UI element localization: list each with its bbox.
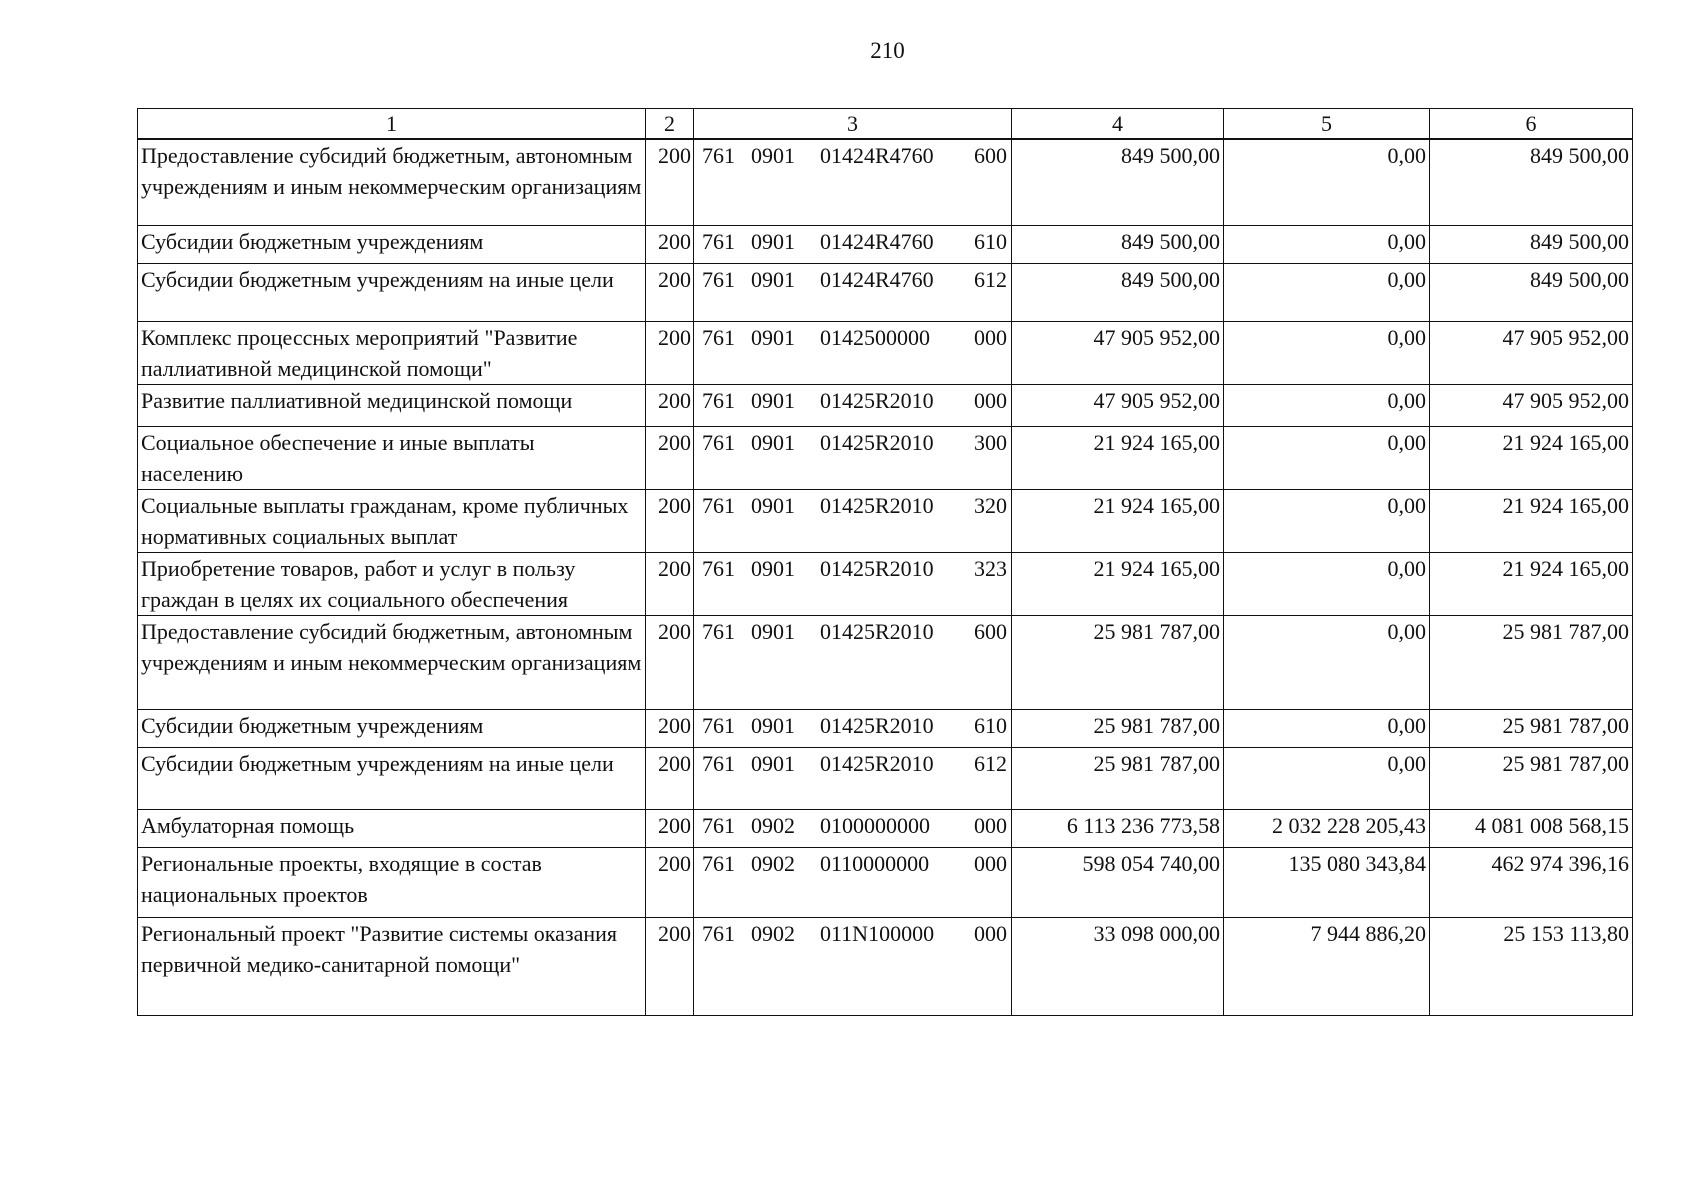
amount-col4: 21 924 165,00: [1012, 426, 1224, 489]
code-col2: 200: [646, 615, 694, 709]
amount-col6: 849 500,00: [1430, 263, 1633, 321]
item-name: Субсидии бюджетным учреждениям: [138, 225, 646, 263]
target-article-code: 0142500000: [820, 324, 930, 350]
header-cell: 4: [1012, 109, 1224, 140]
table-row: [138, 747, 1633, 809]
amount-col4: 25 981 787,00: [1012, 709, 1224, 747]
classification-codes: [694, 847, 1012, 917]
classification-codes: [694, 321, 1012, 384]
expense-type-code: 600: [974, 143, 1007, 168]
classification-codes: [694, 489, 1012, 552]
amount-col6: 47 905 952,00: [1430, 384, 1633, 426]
ved-code: 761: [702, 555, 735, 581]
section-code: 0901: [751, 429, 795, 455]
header-cell: 5: [1224, 109, 1430, 140]
header-cell: 1: [138, 109, 646, 140]
ved-code: 761: [702, 850, 735, 876]
amount-col6: 462 974 396,16: [1430, 847, 1633, 917]
code-col2: 200: [646, 426, 694, 489]
item-name: Приобретение товаров, работ и услуг в пользу граждан в целях их социального обеспечения: [138, 552, 646, 615]
code-col2: 200: [646, 384, 694, 426]
code-col2: 200: [646, 709, 694, 747]
amount-col4: 47 905 952,00: [1012, 384, 1224, 426]
expense-type-code: 300: [974, 429, 1007, 455]
amount-col6: 25 153 113,80: [1430, 917, 1633, 1015]
table-row: [138, 809, 1633, 847]
classification-codes: [694, 809, 1012, 847]
ved-code: 761: [702, 712, 735, 738]
code-col2: 200: [646, 809, 694, 847]
target-article-code: 01425R2010: [820, 750, 934, 776]
section-code: 0901: [751, 266, 795, 292]
amount-col5: 7 944 886,20: [1224, 917, 1430, 1015]
ved-code: 761: [702, 324, 735, 350]
ved-code: 761: [702, 387, 735, 413]
ved-code: 761: [702, 618, 735, 644]
target-article-code: 01425R2010: [820, 618, 934, 644]
amount-col5: 0,00: [1224, 489, 1430, 552]
amount-col5: 0,00: [1224, 426, 1430, 489]
expense-type-code: 000: [974, 850, 1007, 876]
amount-col6: 21 924 165,00: [1430, 426, 1633, 489]
expense-type-code: 000: [974, 324, 1007, 350]
code-col2: 200: [646, 847, 694, 917]
item-name: Субсидии бюджетным учреждениям на иные цели: [138, 747, 646, 809]
expense-type-code: 000: [974, 812, 1007, 838]
classification-codes: [694, 225, 1012, 263]
amount-col4: 849 500,00: [1012, 139, 1224, 225]
amount-col6: 25 981 787,00: [1430, 615, 1633, 709]
amount-col4: 33 098 000,00: [1012, 917, 1224, 1015]
target-article-code: 01424R4760: [820, 266, 934, 292]
table-row: [138, 321, 1633, 384]
item-name: Социальные выплаты гражданам, кроме публичных нормативных социальных выплат: [138, 489, 646, 552]
section-code: 0902: [751, 920, 795, 946]
amount-col4: 25 981 787,00: [1012, 747, 1224, 809]
header-cell: 6: [1430, 109, 1633, 140]
code-col2: 200: [646, 139, 694, 225]
table-row: [138, 709, 1633, 747]
section-code: 0901: [751, 324, 795, 350]
table-row: [138, 552, 1633, 615]
amount-col6: 25 981 787,00: [1430, 747, 1633, 809]
section-code: 0901: [751, 618, 795, 644]
ved-code: 761: [702, 228, 735, 254]
code-col2: 200: [646, 489, 694, 552]
amount-col5: 0,00: [1224, 615, 1430, 709]
section-code: 0901: [751, 228, 795, 254]
ved-code: 761: [702, 750, 735, 776]
amount-col6: 849 500,00: [1430, 139, 1633, 225]
classification-codes: [694, 709, 1012, 747]
header-cell: 3: [694, 109, 1012, 140]
amount-col6: 21 924 165,00: [1430, 552, 1633, 615]
code-col2: 200: [646, 917, 694, 1015]
table-row: [138, 615, 1633, 709]
table-row: [138, 263, 1633, 321]
section-code: 0901: [751, 143, 795, 168]
item-name: Предоставление субсидий бюджетным, автономным учреждениям и иным некоммерческим организациям: [138, 139, 646, 225]
classification-codes: [694, 552, 1012, 615]
table-row: [138, 384, 1633, 426]
amount-col6: 849 500,00: [1430, 225, 1633, 263]
section-code: 0901: [751, 712, 795, 738]
amount-col4: 849 500,00: [1012, 263, 1224, 321]
table-row: [138, 426, 1633, 489]
amount-col4: 47 905 952,00: [1012, 321, 1224, 384]
amount-col5: 0,00: [1224, 747, 1430, 809]
amount-col6: 25 981 787,00: [1430, 709, 1633, 747]
classification-codes: [694, 615, 1012, 709]
section-code: 0901: [751, 750, 795, 776]
page-number: 210: [870, 38, 905, 63]
expense-type-code: 610: [974, 712, 1007, 738]
amount-col6: 4 081 008 568,15: [1430, 809, 1633, 847]
amount-col4: 21 924 165,00: [1012, 552, 1224, 615]
classification-codes: [694, 426, 1012, 489]
amount-col4: 21 924 165,00: [1012, 489, 1224, 552]
classification-codes: [694, 263, 1012, 321]
code-col2: 200: [646, 747, 694, 809]
amount-col4: 25 981 787,00: [1012, 615, 1224, 709]
target-article-code: 01424R4760: [820, 143, 934, 168]
expense-type-code: 000: [974, 920, 1007, 946]
amount-col5: 2 032 228 205,43: [1224, 809, 1430, 847]
ved-code: 761: [702, 492, 735, 518]
amount-col5: 0,00: [1224, 709, 1430, 747]
amount-col4: 6 113 236 773,58: [1012, 809, 1224, 847]
table-row: [138, 917, 1633, 1015]
classification-codes: [694, 917, 1012, 1015]
amount-col5: 0,00: [1224, 263, 1430, 321]
amount-col4: 849 500,00: [1012, 225, 1224, 263]
expense-type-code: 000: [974, 387, 1007, 413]
target-article-code: 0110000000: [820, 850, 930, 876]
item-name: Предоставление субсидий бюджетным, автономным учреждениям и иным некоммерческим организациям: [138, 615, 646, 709]
classification-codes: [694, 384, 1012, 426]
budget-table: [137, 108, 1633, 1016]
table-row: [138, 489, 1633, 552]
item-name: Субсидии бюджетным учреждениям: [138, 709, 646, 747]
section-code: 0902: [751, 812, 795, 838]
header-cell: 2: [646, 109, 694, 140]
amount-col6: 47 905 952,00: [1430, 321, 1633, 384]
target-article-code: 01425R2010: [820, 555, 934, 581]
expense-type-code: 612: [974, 266, 1007, 292]
amount-col5: 0,00: [1224, 225, 1430, 263]
ved-code: 761: [702, 143, 735, 168]
section-code: 0901: [751, 492, 795, 518]
item-name: Комплекс процессных мероприятий "Развитие паллиативной медицинской помощи": [138, 321, 646, 384]
section-code: 0902: [751, 850, 795, 876]
target-article-code: 01425R2010: [820, 387, 934, 413]
item-name: Социальное обеспечение и иные выплаты населению: [138, 426, 646, 489]
item-name: Региональные проекты, входящие в состав национальных проектов: [138, 847, 646, 917]
target-article-code: 011N100000: [820, 920, 935, 946]
target-article-code: 01425R2010: [820, 492, 934, 518]
section-code: 0901: [751, 387, 795, 413]
item-name: Развитие паллиативной медицинской помощи: [138, 384, 646, 426]
amount-col5: 0,00: [1224, 552, 1430, 615]
item-name: Амбулаторная помощь: [138, 809, 646, 847]
ved-code: 761: [702, 429, 735, 455]
expense-type-code: 610: [974, 228, 1007, 254]
target-article-code: 01425R2010: [820, 429, 934, 455]
expense-type-code: 320: [974, 492, 1007, 518]
amount-col5: 0,00: [1224, 384, 1430, 426]
item-name: Субсидии бюджетным учреждениям на иные цели: [138, 263, 646, 321]
target-article-code: 0100000000: [820, 812, 930, 838]
expense-type-code: 612: [974, 750, 1007, 776]
expense-type-code: 600: [974, 618, 1007, 644]
item-name: Региональный проект "Развитие системы оказания первичной медико-санитарной помощи": [138, 917, 646, 1015]
table-row: [138, 225, 1633, 263]
table-header-row: [138, 109, 1633, 140]
code-col2: 200: [646, 263, 694, 321]
amount-col5: 135 080 343,84: [1224, 847, 1430, 917]
table-row: [138, 139, 1633, 225]
expense-type-code: 323: [974, 555, 1007, 581]
ved-code: 761: [702, 266, 735, 292]
section-code: 0901: [751, 555, 795, 581]
classification-codes: [694, 747, 1012, 809]
table-row: [138, 847, 1633, 917]
code-col2: 200: [646, 321, 694, 384]
amount-col5: 0,00: [1224, 139, 1430, 225]
target-article-code: 01424R4760: [820, 228, 934, 254]
ved-code: 761: [702, 920, 735, 946]
amount-col4: 598 054 740,00: [1012, 847, 1224, 917]
code-col2: 200: [646, 225, 694, 263]
amount-col6: 21 924 165,00: [1430, 489, 1633, 552]
classification-codes: [694, 139, 1012, 225]
ved-code: 761: [702, 812, 735, 838]
amount-col5: 0,00: [1224, 321, 1430, 384]
target-article-code: 01425R2010: [820, 712, 934, 738]
code-col2: 200: [646, 552, 694, 615]
